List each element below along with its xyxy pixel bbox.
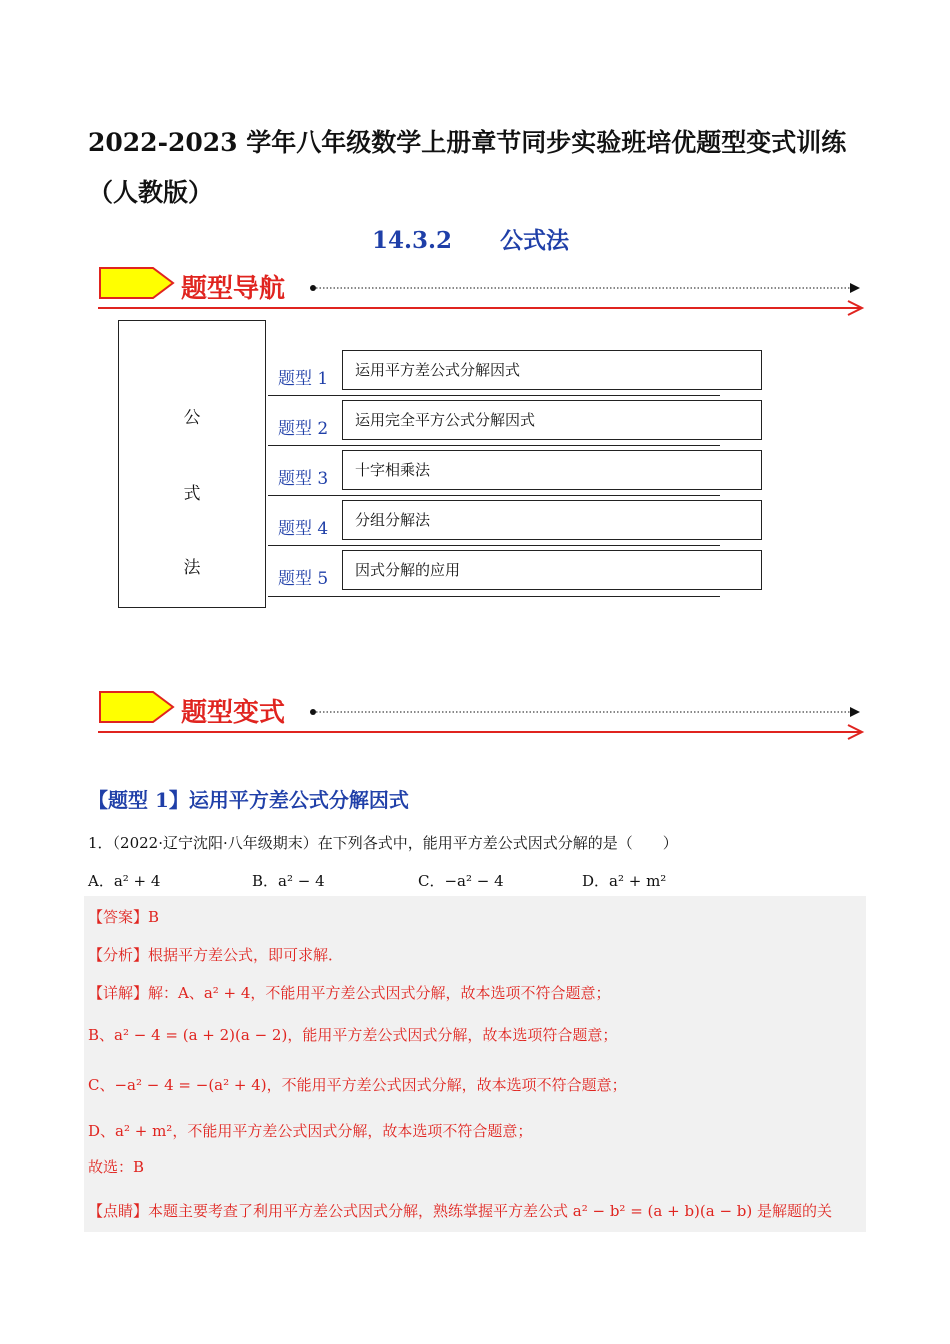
nav-left-box xyxy=(118,320,266,608)
detail-d-line: D、a² + m²，不能用平方差公式因式分解，故本选项不符合题意； xyxy=(88,1122,533,1140)
detail-b-line: B、a² − 4 = (a + 2)(a − 2)，能用平方差公式因式分解，故本选项符合题意； xyxy=(88,1026,618,1044)
option-b: B．a² − 4 xyxy=(252,872,325,890)
type-box-3: 十字相乘法 xyxy=(342,450,762,490)
yellow-arrow-icon xyxy=(100,268,173,298)
type-underline-2 xyxy=(268,445,720,446)
question-stem: 1．（2022·辽宁沈阳·八年级期末）在下列各式中，能用平方差公式因式分解的是（ ） xyxy=(88,834,678,852)
comment-line: 【点睛】本题主要考查了利用平方差公式因式分解，熟练掌握平方差公式 a² − b² = (a + b)(a − b) 是解题的关 xyxy=(88,1202,833,1220)
section-name: 公式法 xyxy=(500,227,569,254)
nav-heading: 题型导航 xyxy=(181,274,286,304)
option-d: D．a² + m² xyxy=(582,872,667,890)
nav-left-char-1: 公 xyxy=(183,408,201,428)
type-label-2: 题型 2 xyxy=(278,419,329,439)
option-a: A．a² + 4 xyxy=(88,872,161,890)
question-type-heading: 【题型 1】运用平方差公式分解因式 xyxy=(88,788,409,812)
detail-c-line: C、−a² − 4 = −(a² + 4)，不能用平方差公式因式分解，故本选项不符合题意； xyxy=(88,1076,627,1094)
analysis-line: 【分析】根据平方差公式，即可求解． xyxy=(88,946,344,964)
type-underline-3 xyxy=(268,495,720,496)
option-c: C．−a² − 4 xyxy=(418,872,504,890)
type-label-4: 题型 4 xyxy=(278,519,329,539)
type-underline-5 xyxy=(268,596,720,597)
type-label-1: 题型 1 xyxy=(278,369,329,389)
section-number: 14.3.2 xyxy=(372,227,453,254)
answer-line: 【答案】B xyxy=(88,908,160,926)
type-box-2: 运用完全平方公式分解因式 xyxy=(342,400,762,440)
nav-left-char-2: 式 xyxy=(183,484,201,504)
variants-heading: 题型变式 xyxy=(181,698,286,728)
type-label-3: 题型 3 xyxy=(278,469,329,489)
type-underline-1 xyxy=(268,395,720,396)
nav-section-header xyxy=(98,266,868,326)
document-title: 2022-2023 学年八年级数学上册章节同步实验班培优题型变式训练（人教版） xyxy=(88,128,847,207)
variants-section-header xyxy=(98,690,868,750)
type-box-4: 分组分解法 xyxy=(342,500,762,540)
nav-left-char-3: 法 xyxy=(183,558,201,578)
choice-line: 故选：B xyxy=(88,1158,145,1176)
yellow-arrow-icon xyxy=(100,692,173,722)
section-subtitle xyxy=(372,222,569,255)
type-label-5: 题型 5 xyxy=(278,569,329,589)
type-underline-4 xyxy=(268,545,720,546)
type-box-1: 运用平方差公式分解因式 xyxy=(342,350,762,390)
type-box-5: 因式分解的应用 xyxy=(342,550,762,590)
detail-a-line: 【详解】解：A、a² + 4，不能用平方差公式因式分解，故本选项不符合题意； xyxy=(88,984,611,1002)
